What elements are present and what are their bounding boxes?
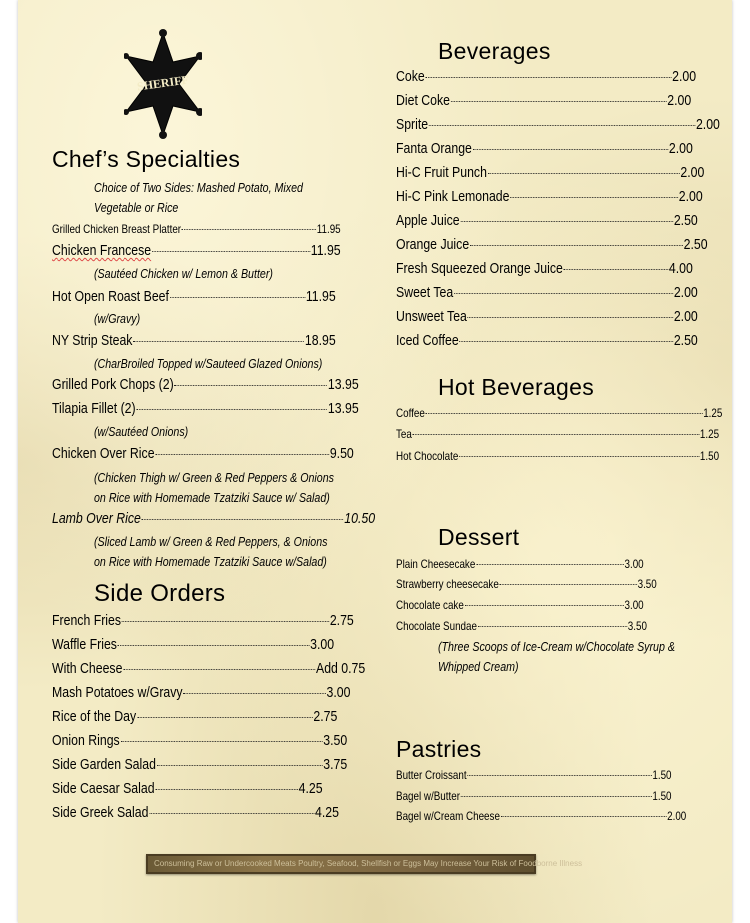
item-name: Strawberry cheesecake: [396, 577, 499, 591]
item-name: Side Garden Salad: [52, 756, 156, 773]
item-name: Side Greek Salad: [52, 804, 149, 821]
menu-item: [52, 804, 339, 821]
item-price: 9.50: [329, 445, 354, 462]
item-name: Coffee: [396, 406, 425, 420]
menu-item: [396, 284, 698, 301]
item-price: 13.95: [327, 400, 359, 417]
item-name: Chocolate Sundae: [396, 619, 477, 633]
item-price: 18.95: [304, 332, 336, 349]
item-price: 3.50: [627, 619, 647, 633]
item-note: (w/Sautéed Onions): [94, 424, 189, 439]
menu-item: [396, 260, 693, 277]
item-name: Tea: [396, 427, 412, 441]
item-price: 2.00: [667, 92, 692, 109]
item-price: 2.00: [695, 116, 720, 133]
item-price: 3.00: [326, 684, 351, 701]
menu-item: [396, 449, 719, 463]
item-name: Fresh Squeezed Orange Juice: [396, 260, 563, 277]
menu-item: [52, 445, 354, 462]
item-name: French Fries: [52, 612, 122, 629]
menu-item: [396, 598, 644, 612]
item-price: 3.00: [310, 636, 335, 653]
item-price: 1.25: [699, 427, 720, 441]
sheriff-star-badge-icon: [124, 28, 202, 140]
item-name: Diet Coke: [396, 92, 451, 109]
item-price: 3.00: [624, 598, 644, 612]
item-price: 2.00: [668, 140, 693, 157]
item-price: 1.50: [652, 789, 672, 803]
item-name: Mash Potatoes w/Gravy: [52, 684, 183, 701]
item-note-text: on Rice with Homemade Tzatziki Sauce w/ Salad): [94, 490, 330, 505]
item-price: 2.50: [683, 236, 708, 253]
menu-item: [396, 406, 722, 420]
item-price: 2.00: [678, 188, 703, 205]
menu-item: [52, 242, 341, 259]
item-name: Chicken Francese: [52, 242, 152, 259]
item-note: on Rice with Homemade Tzatziki Sauce w/Salad): [94, 554, 327, 569]
menu-item: [396, 68, 696, 85]
menu-item: [396, 308, 698, 325]
item-name: Unsweet Tea: [396, 308, 467, 325]
item-name: NY Strip Steak: [52, 332, 133, 349]
item-name: Lamb Over Rice: [52, 510, 141, 527]
item-note: (Sautéed Chicken w/ Lemon & Butter): [94, 266, 273, 281]
item-name: Hi-C Fruit Punch: [396, 164, 487, 181]
menu-item: [52, 684, 350, 701]
menu-item: [52, 660, 365, 677]
item-price: 4.25: [315, 804, 339, 821]
section-title-side-orders: Side Orders: [94, 580, 226, 607]
item-note: Whipped Cream): [438, 659, 519, 674]
item-price: 11.95: [305, 288, 336, 305]
menu-item: [396, 92, 691, 109]
item-price: 3.75: [323, 756, 348, 773]
item-name: Onion Rings: [52, 732, 120, 749]
item-price: 10.50: [344, 510, 376, 527]
menu-item: [396, 789, 672, 803]
menu-page: [18, 0, 732, 923]
menu-item: [52, 332, 336, 349]
menu-item: [52, 222, 341, 236]
section-title-pastries: Pastries: [396, 736, 482, 762]
menu-item: [52, 288, 336, 305]
item-price: 2.75: [313, 708, 338, 725]
item-name: Apple Juice: [396, 212, 460, 229]
item-name: Waffle Fries: [52, 636, 117, 653]
item-price: 2.00: [667, 809, 687, 823]
menu-item: [52, 510, 375, 527]
item-price: 2.00: [673, 284, 698, 301]
item-price: 3.50: [323, 732, 348, 749]
menu-item: [396, 427, 719, 441]
item-name: Hi-C Pink Lemonade: [396, 188, 510, 205]
specialties-intro-line-2: Vegetable or Rice: [94, 200, 179, 215]
item-price: 2.00: [680, 164, 705, 181]
item-price: 2.50: [673, 332, 698, 349]
item-name: Bagel w/Cream Cheese: [396, 809, 500, 823]
item-price: 3.50: [637, 577, 657, 591]
item-name: Sweet Tea: [396, 284, 454, 301]
menu-item: [396, 164, 704, 181]
section-title-beverages: Beverages: [438, 38, 551, 64]
item-price: 2.50: [673, 212, 698, 229]
item-name: Rice of the Day: [52, 708, 137, 725]
svg-text:SHERIFF: SHERIFF: [136, 72, 190, 94]
menu-item: [396, 557, 644, 571]
item-note: (CharBroiled Topped w/Sauteed Glazed Onions): [94, 356, 323, 371]
item-name: Butter Croissant: [396, 768, 467, 782]
menu-item: [52, 636, 334, 653]
item-price: 11.95: [310, 242, 341, 259]
item-price: 4.00: [668, 260, 693, 277]
item-name: Plain Cheesecake: [396, 557, 476, 571]
menu-item: [52, 780, 323, 797]
menu-item: [396, 332, 698, 349]
item-price: 1.25: [703, 406, 723, 420]
menu-item: [52, 732, 347, 749]
item-name: Coke: [396, 68, 425, 85]
item-price: 4.25: [298, 780, 323, 797]
item-note: [94, 488, 330, 508]
menu-item: [52, 376, 359, 393]
foodborne-illness-disclaimer-bar: [146, 854, 583, 874]
item-note: (Three Scoops of Ice-Cream w/Chocolate Syrup &: [438, 639, 675, 654]
item-name: Iced Coffee: [396, 332, 459, 349]
item-note: (Chicken Thigh w/ Green & Red Peppers & Onions: [94, 470, 334, 485]
menu-item: [52, 612, 354, 629]
item-price: 13.95: [327, 376, 359, 393]
menu-item: [396, 236, 708, 253]
item-name: Tilapia Fillet (2): [52, 400, 136, 417]
menu-item: [396, 619, 647, 633]
item-note: (w/Gravy): [94, 311, 141, 326]
item-name: Hot Open Roast Beef: [52, 288, 169, 305]
item-price: 1.50: [652, 768, 672, 782]
menu-item: [52, 708, 337, 725]
menu-item: [396, 809, 686, 823]
item-name: Chicken Over Rice: [52, 445, 155, 462]
item-price: 2.75: [329, 612, 354, 629]
item-name: Fanta Orange: [396, 140, 472, 157]
item-price: 3.00: [624, 557, 644, 571]
item-price: Add 0.75: [315, 660, 366, 677]
item-price: 11.95: [316, 222, 341, 236]
menu-item: [396, 577, 657, 591]
item-name: Bagel w/Butter: [396, 789, 460, 803]
item-name: Sprite: [396, 116, 429, 133]
menu-item: [396, 188, 703, 205]
item-name: Orange Juice: [396, 236, 470, 253]
menu-item: [396, 140, 693, 157]
section-title-dessert: Dessert: [438, 524, 520, 550]
item-name: Hot Chocolate: [396, 449, 459, 463]
item-name: Chocolate cake: [396, 598, 464, 612]
item-name: With Cheese: [52, 660, 123, 677]
section-title-chefs-specialties: Chef’s Specialties: [52, 146, 241, 172]
item-note: (Sliced Lamb w/ Green & Red Peppers, & Onions: [94, 534, 328, 549]
menu-item: [396, 116, 720, 133]
menu-item: [396, 768, 672, 782]
item-name: Side Caesar Salad: [52, 780, 155, 797]
disclaimer-text: Consuming Raw or Undercooked Meats Poultry, Seafood, Shellfish or Eggs May Increase Your Risk of Foodborne Illness: [154, 859, 583, 868]
item-price: 1.50: [699, 449, 720, 463]
item-price: 2.00: [673, 308, 698, 325]
specialties-intro-line-1: Choice of Two Sides: Mashed Potato, Mixed: [94, 180, 303, 195]
section-title-hot-beverages: Hot Beverages: [438, 374, 595, 400]
menu-item: [52, 400, 359, 417]
item-name: Grilled Chicken Breast Platter: [52, 222, 182, 236]
item-name: Grilled Pork Chops (2): [52, 376, 174, 393]
item-price: 2.00: [672, 68, 697, 85]
menu-item: [396, 212, 698, 229]
menu-item: [52, 756, 347, 773]
